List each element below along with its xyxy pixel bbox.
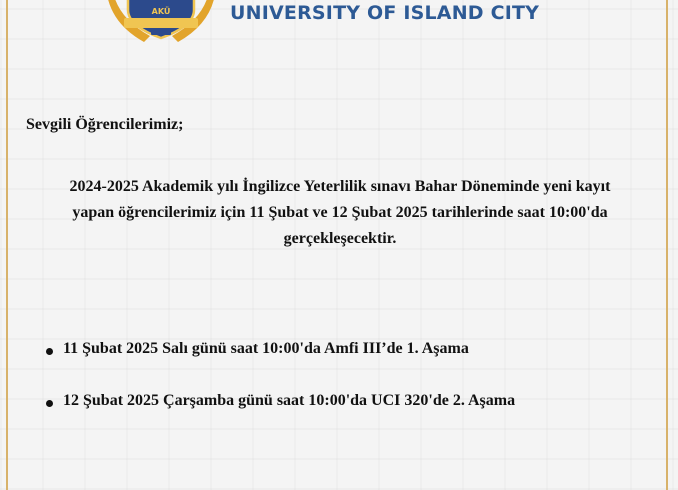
paragraph-line: yapan öğrencilerimiz için 11 Şubat ve 12 Şubat 2025 tarihlerinde saat 10:00'da [72,204,608,221]
schedule-item-text: 11 Şubat 2025 Salı günü saat 10:00'da Amfi III’de 1. Aşama [63,340,469,357]
list-item [46,392,515,410]
paragraph-line: gerçekleşecektir. [283,230,397,247]
announcement-paragraph [20,174,660,252]
university-crest-icon [104,0,218,44]
schedule-item-text: 12 Şubat 2025 Çarşamba günü saat 10:00'da UCI 320'de 2. Aşama [63,392,516,409]
right-border [666,0,668,490]
bullet-icon [46,348,53,355]
bullet-icon [46,400,53,407]
list-item [46,340,469,358]
salutation: Sevgili Öğrencilerimiz; [26,116,184,133]
left-border [6,0,8,490]
paragraph-line: 2024-2025 Akademik yılı İngilizce Yeterlilik sınavı Bahar Döneminde yeni kayıt [69,178,611,195]
university-name: UNIVERSITY OF ISLAND CITY [230,2,540,24]
logo-text: AKÜ [151,7,171,16]
